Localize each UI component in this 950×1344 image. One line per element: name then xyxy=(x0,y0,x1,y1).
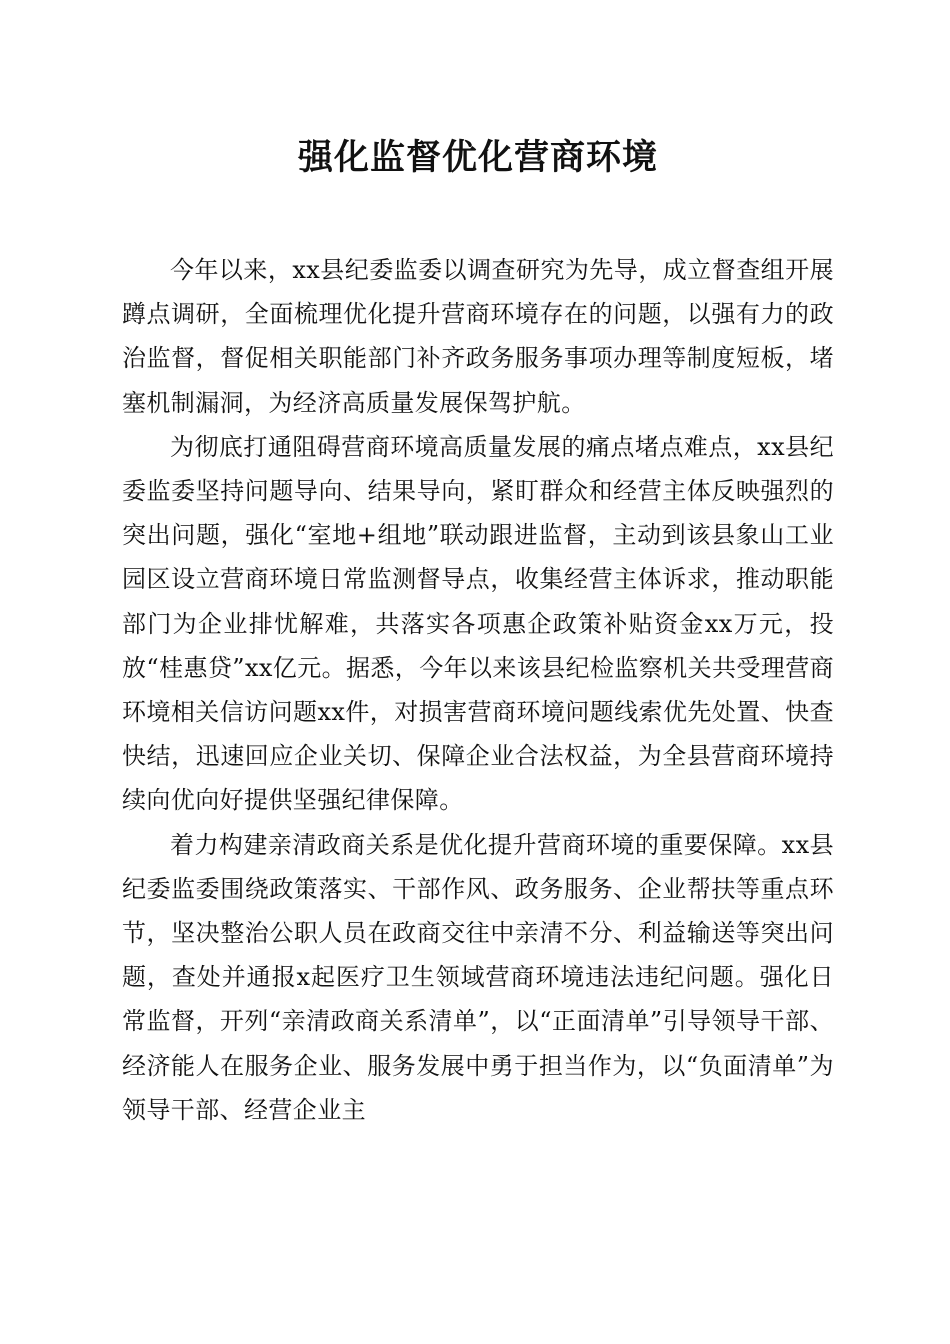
document-title: 强化监督优化营商环境 xyxy=(297,137,658,178)
paragraph-1: 今年以来，xx县纪委监委以调查研究为先导，成立督查组开展蹲点调研，全面梳理优化提升营商环境存在的问题，以强有力的政治监督，督促相关职能部门补齐政务服务事项办理等制度短板，堵塞机制漏洞，为经济高质量发展保驾护航。 xyxy=(122,256,834,417)
paragraph-3: 着力构建亲清政商关系是优化提升营商环境的重要保障。xx县纪委监委围绕政策落实、干部作风、政务服务、企业帮扶等重点环节，坚决整治公职人员在政商交往中亲清不分、利益输送等突出问题，查处并通报x起医疗卫生领域营商环境违法违纪问题。强化日常监督，开列“亲清政商关系清单”，以“正面清单”引导领导干部、经济能人在服务企业、服务发展中勇于担当作为，以“负面清单”为领导干部、经营企业主 xyxy=(122,830,834,1124)
paragraph-2: 为彻底打通阻碍营商环境高质量发展的痛点堵点难点，xx县纪委监委坚持问题导向、结果导向，紧盯群众和经营主体反映强烈的突出问题，强化“室地+组地”联动跟进监督，主动到该县象山工业园区设立营商环境日常监测督导点，收集经营主体诉求，推动职能部门为企业排忧解难，共落实各项惠企政策补贴资金xx万元，投放“桂惠贷”xx亿元。据悉，今年以来该县纪检监察机关共受理营商环境相关信访问题xx件，对损害营商环境问题线索优先处置、快查快结，迅速回应企业关切、保障企业合法权益，为全县营商环境持续向优向好提供坚强纪律保障。 xyxy=(122,432,835,815)
